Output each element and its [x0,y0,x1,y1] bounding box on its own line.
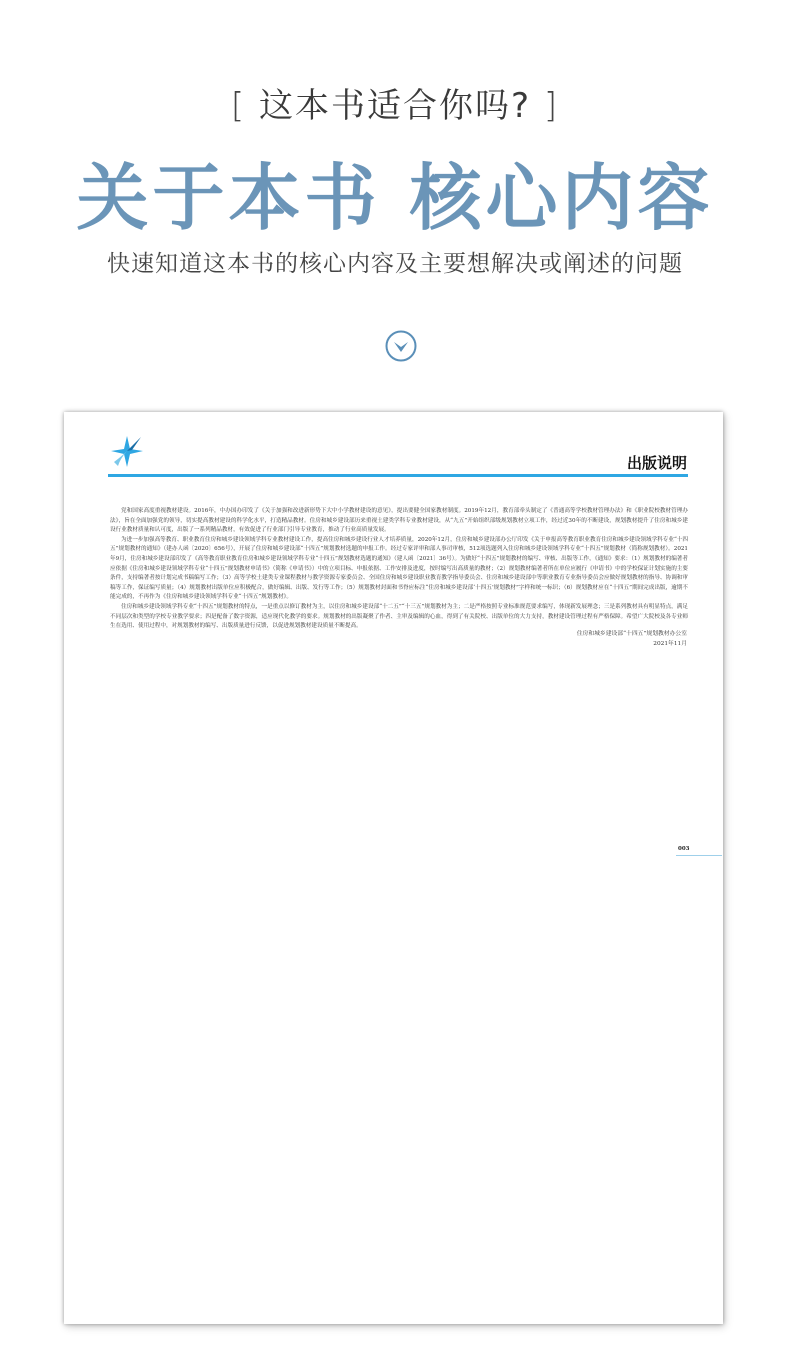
blue-star-logo-icon [108,432,146,470]
page-number: 003 [678,846,690,852]
section-subtitle: 快速知道这本书的核心内容及主要想解决或阐述的问题 [107,251,683,277]
section-title: 关于本书 核心内容 [76,155,714,240]
chevron-down-circle-icon [385,330,417,362]
paragraph: 为进一步加强高等教育、职业教育住房和城乡建设领域学科专业教材建设工作，提高住房和城乡建设行业人才培养质量，2020年12月，住房和城乡建设部办公厅印发《关于申报高等教育职业教育住房和城乡建设领域学科专业“十四五”规划教材的通知》（建办人函〔2020〕656号），开展了住房和城乡建设部“十四五”规划教材选题的申报工作。经过专家评审和部人事司审核，512项选题列入住房和城乡建设领域学科专业“十四五”规划教材（简称规划教材）。2021年9月，住房和城乡建设部印发了《高等教育职业教育住房和城乡建设领域学科专业“十四五”规划教材选题的通知》（建人函〔2021〕36号）。为做好“十四五”规划教材的编写、审核、出版等工作，《通知》要求：（1）规划教材的编著者应依据《住房和城乡建设领域学科专业“十四五”规划教材申请书》（简称《申请书》）中的立项目标、申报依据、工作安排及进度，按时编写出高质量的教材；（2）规划教材编著者所在单位应履行《申请书》中的学校保证计划实施的主要条件，支持编著者按计划完成书稿编写工作；（3）高等学校土建类专业课程教材与教学资源专家委员会、全国住房和城乡建设职业教育教学指导委员会、住房和城乡建设部中等职业教育专业指导委员会应做好规划教材的指导、协调和审稿等工作，保证编写质量；（4）规划教材出版单位应积极配合，做好编辑、出版、发行等工作；（5）规划教材封面和书脊应标注“住房和城乡建设部‘十四五’规划教材”字样和统一标识；（6）规划教材应在“十四五”期间完成出版，逾期不能完成的，不再作为《住房和城乡建设领域学科专业“十四五”规划教材》。 [110,536,688,601]
book-page-preview [64,412,723,1324]
page-heading: 出版说明 [626,454,687,472]
signature-block [387,630,687,649]
heading-rule [108,474,688,477]
signature-date: 2021年11月 [653,640,687,647]
page-body [110,507,688,632]
paragraph: 住房和城乡建设领域学科专业“十四五”规划教材的特点，一是重点以修订教材为主，以住房和城乡建设部“十二五”“十三五”规划教材为主；二是严格按照专业标准规范要求编写，体现新发展理念；三是系列教材具有明显特点，满足不同层次和类型的学校专业教学要求；四是配备了数字资源，适应现代化教学的要求。规划教材的出版凝聚了作者、主审及编辑的心血，得到了有关院校、出版单位的大力支持，教材建设管理过程有严格保障。希望广大院校及各专业师生在选用、使用过程中，对规划教材的编写、出版质量进行反馈，以促进规划教材建设质量不断提高。 [110,603,688,630]
signature-org: 住房和城乡建设部“十四五”规划教材办公室 [576,631,687,637]
question-text: 这本书适合你吗? [258,86,532,126]
paragraph: 党和国家高度重视教材建设。2016年，中办国办印发了《关于加强和改进新形势下大中小学教材建设的意见》，提出要健全国家教材制度。2019年12月，教育部牵头制定了《普通高等学校教材管理办法》和《职业院校教材管理办法》，旨在全面加强党的领导，切实提高教材建设的科学化水平，打造精品教材。住房和城乡建设部历来重视土建类学科专业教材建设，从“九五”开始组织部级规划教材立项工作，经过近30年的不断建设，规划教材提升了住房和城乡建设行业教材质量和认可度，出版了一系列精品教材，有效促进了行业部门引导专业教育，推动了行业高质量发展。 [110,508,688,534]
bracket-close: ] [543,86,560,126]
section-question [0,78,790,127]
page-number-rule [676,855,722,856]
bracket-open: [ [230,86,247,126]
